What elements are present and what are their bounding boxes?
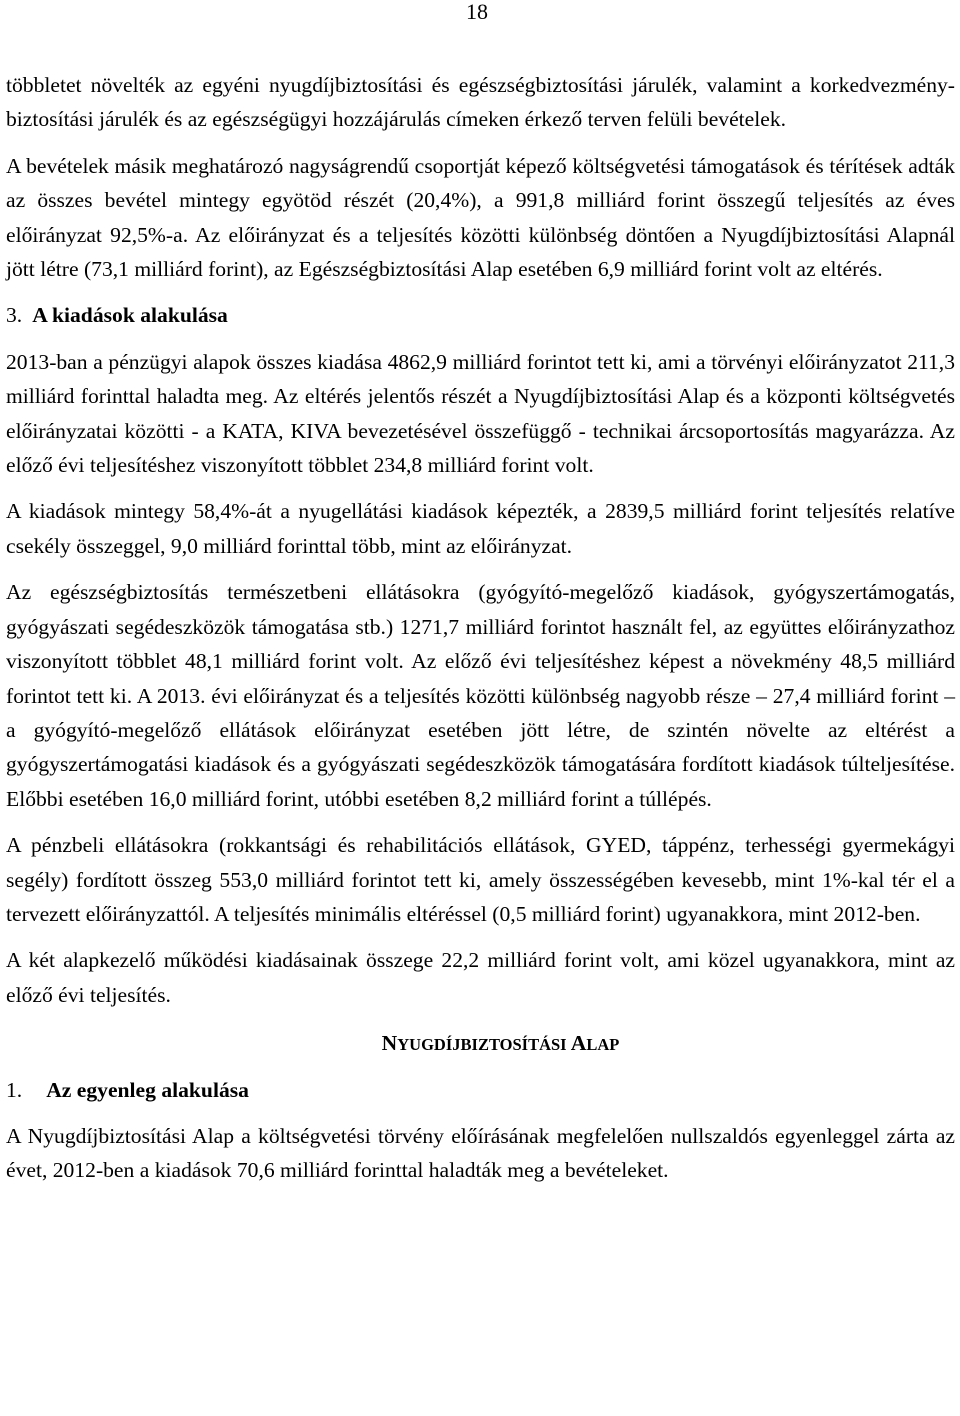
- paragraph-in-kind-benefits: Az egészségbiztosítás természetbeni ellátásokra (gyógyító-megelőző kiadások, gyógyszertámogatás, gyógyászati segédeszközök támogatása stb.) 1271,7 milliárd forintot használt fel, az együttes előirányzathoz viszonyított többlet 48,1 milliárd forint volt. Az előző évi teljesítéshez képest a növekmény 48,5 milliárd forintot tett ki. A 2013. évi előirányzat és a teljesítés közötti különbség nagyobb része – 27,4 milliárd forint – a gyógyító-megelőző ellátások előirányzat esetében jött létre, de szintén növelte az eltérést a gyógyszertámogatási kiadások és a gyógyászati segédeszközök támogatására fordított kiadások túlteljesítése. Előbbi esetében 16,0 milliárd forint, utóbbi esetében 8,2 milliárd forint a túllépés.: [6, 580, 955, 811]
- subsection-number: 1.: [6, 1077, 23, 1102]
- section-heading-expenditures: [6, 298, 955, 332]
- paragraph-surplus-revenues: többletet növelték az egyéni nyugdíjbiztosítási és egészségbiztosítási járulék, valamint a korkedvezmény-biztosítási járulék és az egészségügyi hozzájárulás címeken érkező terven felüli bevételek.: [6, 73, 955, 132]
- page-number: 18: [466, 0, 488, 24]
- fund-heading: NYUGDÍJBIZTOSÍTÁSI ALAP: [381, 1031, 620, 1056]
- section-number: 3.: [6, 303, 23, 328]
- document-body: [6, 68, 955, 1200]
- section-title: A kiadások alakulása: [32, 303, 228, 328]
- paragraph-pension-expenditure: A kiadások mintegy 58,4%-át a nyugellátási kiadások képezték, a 2839,5 milliárd forint teljesítés relatíve csekély összeggel, 9,0 milliárd forinttal több, mint az előirányzat.: [6, 499, 955, 558]
- paragraph-cash-benefits: A pénzbeli ellátásokra (rokkantsági és rehabilitációs ellátások, GYED, táppénz, terhességi gyermekágyi segély) fordított összeg 553,0 milliárd forintot tett ki, amely összességében kevesebb, mint 1%-kal tér el a tervezett előirányzattól. A teljesítés minimális eltéréssel (0,5 milliárd forint) ugyanakkora, mint 2012-ben.: [6, 833, 955, 926]
- subsection-heading-balance: [6, 1073, 955, 1107]
- paragraph-fund-balance: A Nyugdíjbiztosítási Alap a költségvetési törvény előírásának megfelelően nullszaldós egyenleggel zárta az évet, 2012-ben a kiadások 70,6 milliárd forinttal haladták meg a bevételeket.: [6, 1123, 955, 1183]
- paragraph-operating-costs: A két alapkezelő működési kiadásainak összege 22,2 milliárd forint volt, ami közel ugyanakkora, mint az előző évi teljesítés.: [6, 948, 955, 1007]
- subsection-title: Az egyenleg alakulása: [46, 1077, 249, 1102]
- paragraph-budget-subsidies: A bevételek másik meghatározó nagyságrendű csoportját képező költségvetési támogatások és térítések adták az összes bevétel mintegy egyötöd részét (20,4%), a 991,8 milliárd forint összegű teljesítés az éves előirányzat 92,5%-a. Az előirányzat és a teljesítés közötti különbség döntően a Nyugdíjbiztosítási Alapnál jött létre (73,1 milliárd forint), az Egészségbiztosítási Alap esetében 6,9 milliárd forint volt az eltérés.: [6, 153, 955, 282]
- paragraph-total-expenditure: 2013-ban a pénzügyi alapok összes kiadása 4862,9 milliárd forintot tett ki, ami a törvényi előirányzatot 211,3 milliárd forinttal haladta meg. Az eltérés jelentős részét a Nyugdíjbiztosítási Alap és a központi költségvetés előirányzatai közötti - a KATA, KIVA bevezetésével összefüggő - technikai árcsoportosítás magyarázza. Az előző évi teljesítéshez viszonyított többlet 234,8 milliárd forint volt.: [6, 349, 955, 478]
